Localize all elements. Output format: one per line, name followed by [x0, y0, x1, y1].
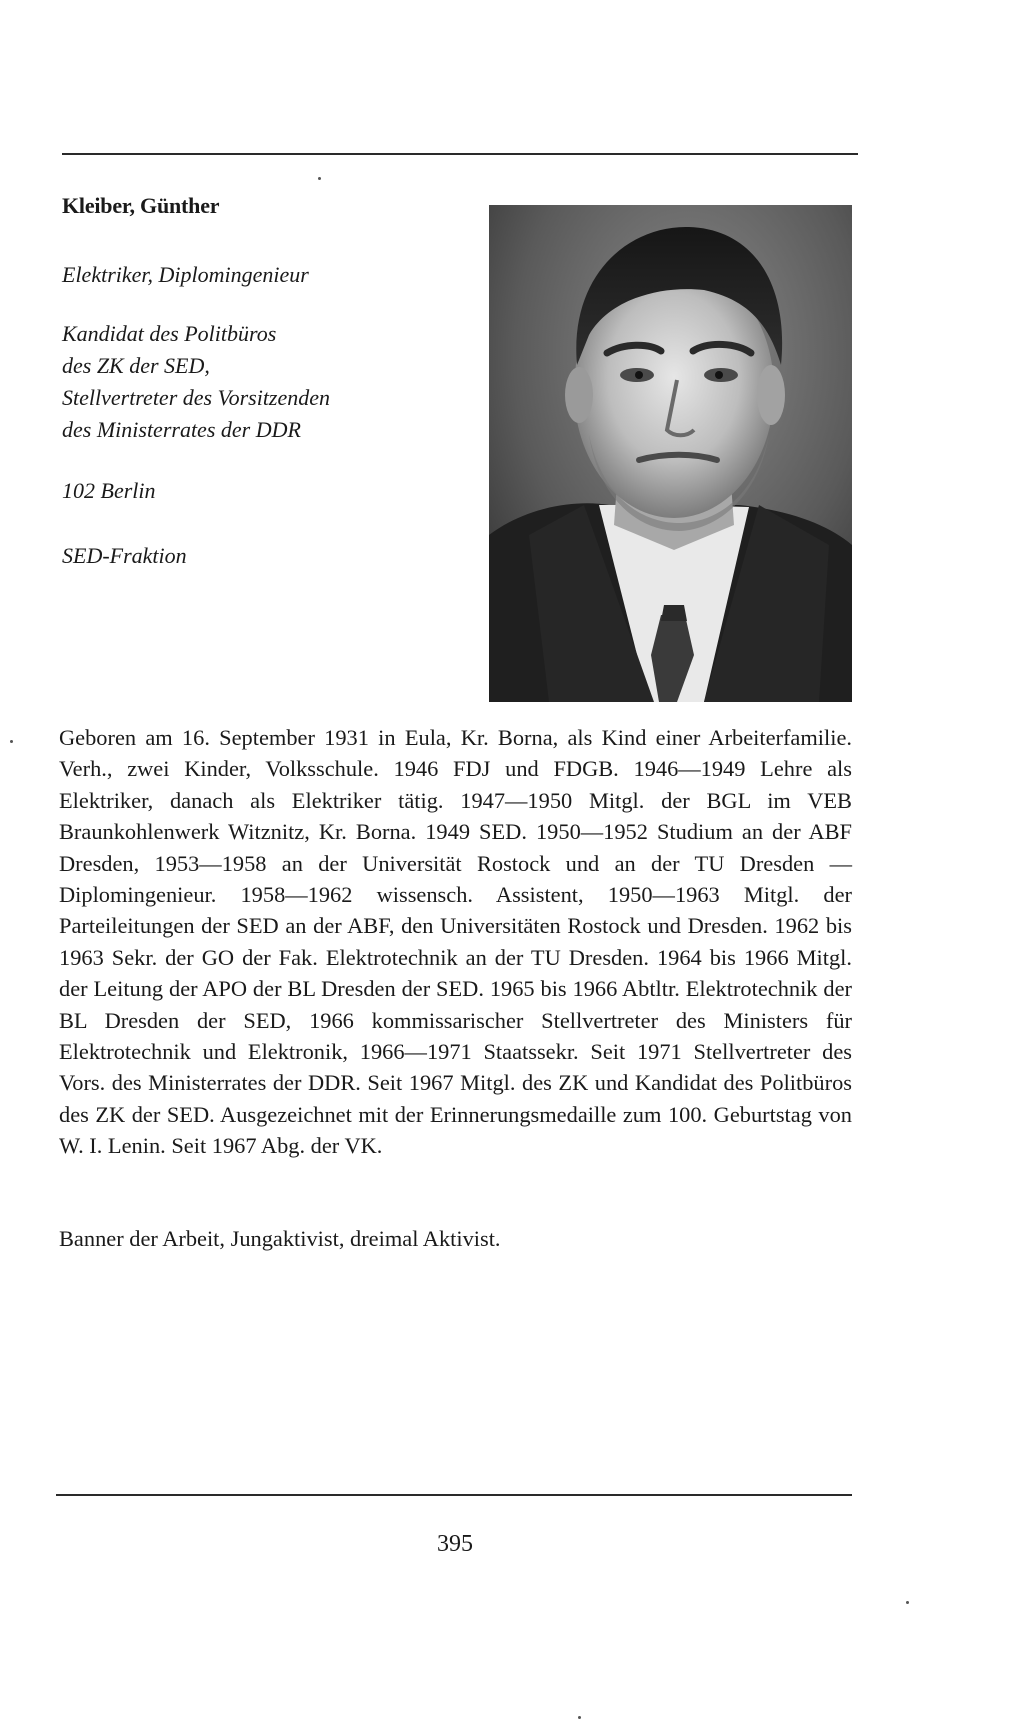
- top-rule: [62, 153, 858, 155]
- address: 102 Berlin: [62, 478, 156, 503]
- scan-speck: [906, 1601, 909, 1604]
- profession: Elektriker, Diplomingenieur: [62, 262, 309, 287]
- awards-text: Banner der Arbeit, Jungaktivist, dreimal Aktivist.: [59, 1226, 501, 1251]
- faction: SED-Fraktion: [62, 543, 187, 568]
- scan-speck: [318, 177, 321, 180]
- person-name: Kleiber, Günther: [62, 193, 220, 218]
- scan-speck: [578, 1716, 581, 1719]
- bottom-rule: [56, 1494, 852, 1496]
- offices: Kandidat des Politbüros des ZK der SED, Stellvertreter des Vorsitzenden des Ministerrates der DDR: [62, 321, 331, 442]
- portrait-photo: [489, 205, 852, 702]
- page-number: 395: [437, 1531, 473, 1557]
- portrait-illustration: [489, 205, 852, 702]
- scan-speck: [10, 740, 13, 743]
- biography-text: Geboren am 16. September 1931 in Eula, Kr. Borna, als Kind einer Arbeiterfamilie. Verh., zwei Kinder, Volksschule. 1946 FDJ und FDGB. 1946—1949 Lehre als Elektriker, danach als Elektriker tätig. 1947—1950 Mitgl. der BGL im VEB Braunkohlenwerk Witznitz, Kr. Borna. 1949 SED. 1950—1952 Studium an der ABF Dresden, 1953—1958 an der Universität Rostock und an der TU Dresden — Diplomingenieur. 1958—1962 wissensch. Assistent, 1950—1963 Mitgl. der Parteileitungen der SED an der ABF, den Universitäten Rostock und Dresden. 1962 bis 1963 Sekr. der GO der Fak. Elektrotechnik an der TU Dresden. 1964 bis 1966 Mitgl. der Leitung der APO der BL Dresden der SED. 1965 bis 1966 Abtltr. Elektrotechnik der BL Dresden der SED, 1966 kommissarischer Stellvertreter des Ministers für Elektrotechnik und Elektronik, 1966—1971 Staatssekr. Seit 1971 Stellvertreter des Vors. des Ministerrates der DDR. Seit 1967 Mitgl. des ZK und Kandidat des Politbüros des ZK der SED. Ausgezeichnet mit der Erinnerungsmedaille zum 100. Geburtstag von W. I. Lenin. Seit 1967 Abg. der VK.: [59, 725, 852, 1159]
